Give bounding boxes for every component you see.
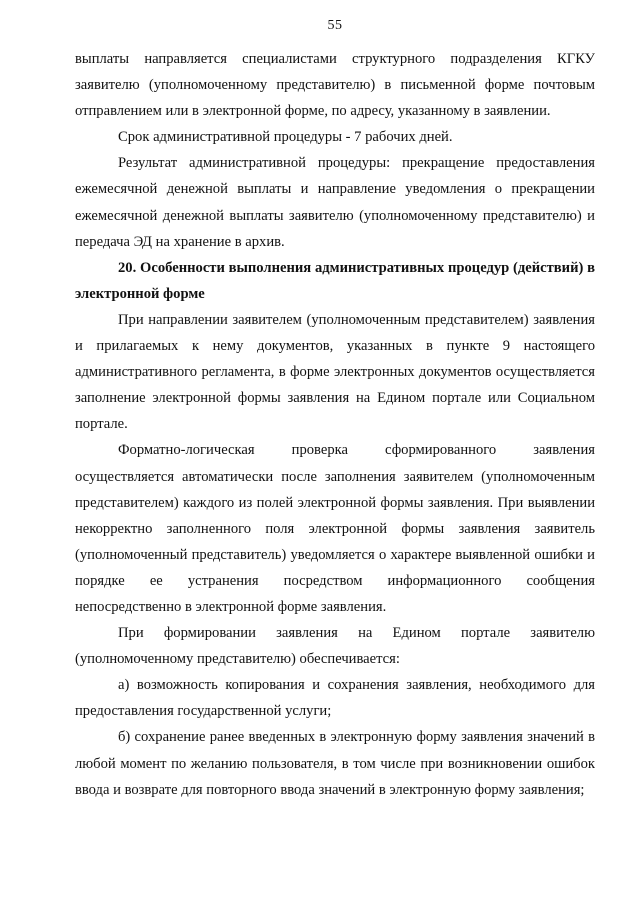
paragraph-format-logic-check: Форматно-логическая проверка сформированного заявления осуществляется автоматически после заполнения заявителем (уполномоченным представителем) каждого из полей электронной формы заявления. При выявлении некорректно заполненного поля электронной формы заявления заявитель (уполномоченный представитель) уведомляется о характере выявленной ошибки и порядке ее устранения посредством информационного сообщения непосредственно в электронной форме заявления. <box>75 442 595 615</box>
page-number: 55 <box>327 18 343 33</box>
paragraph-portal-provisions: При формировании заявления на Едином портале заявителю (уполномоченному представителю) обеспечивается: <box>75 625 595 668</box>
paragraph-procedure-term: Срок административной процедуры - 7 рабочих дней. <box>118 129 453 146</box>
list-item-b: б) сохранение ранее введенных в электронную форму заявления значений в любой момент по желанию пользователя, в том числе при возникновении ошибок ввода и возврате для повторного ввода значений в электронную форму заявления; <box>75 729 595 798</box>
paragraph-electronic-submission: При направлении заявителем (уполномоченным представителем) заявления и прилагаемых к нему документов, указанных в пункте 9 настоящего административного регламента, в форме электронных документов осуществляется заполнение электронной формы заявления на Едином портале или Социальном портале. <box>75 311 595 433</box>
section-heading-20: 20. Особенности выполнения административных процедур (действий) в электронной форме <box>75 259 595 302</box>
paragraph-payment-notice: выплаты направляется специалистами структурного подразделения КГКУ заявителю (уполномоченному представителю) в письменной форме почтовым отправлением или в электронной форме, по адресу, указанному в заявлении. <box>75 51 595 120</box>
list-item-a: а) возможность копирования и сохранения заявления, необходимого для предоставления государственной услуги; <box>75 677 595 720</box>
paragraph-procedure-result: Результат административной процедуры: прекращение предоставления ежемесячной денежной выплаты и направление уведомления о прекращении ежемесячной денежной выплаты заявителю (уполномоченному представителю) и передача ЭД на хранение в архив. <box>75 155 595 250</box>
document-page <box>75 18 595 803</box>
